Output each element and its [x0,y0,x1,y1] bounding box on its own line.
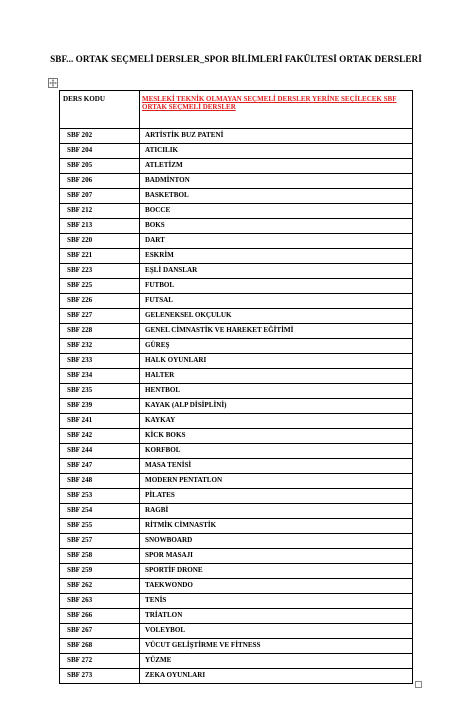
table-row [60,504,413,519]
course-name-cell: HALTER [140,369,413,384]
course-code-cell: SBF 221 [60,249,140,264]
move-icon [49,79,57,87]
table-row [60,144,413,159]
course-name-cell: BOKS [140,219,413,234]
page-title: SBF... ORTAK SEÇMELİ DERSLER_SPOR BİLİMLERİ FAKÜLTESİ ORTAK DERSLERİ [50,54,422,64]
table-row [60,654,413,669]
table-row [60,594,413,609]
course-name-cell: KİCK BOKS [140,429,413,444]
course-code-cell: SBF 213 [60,219,140,234]
table-row [60,519,413,534]
course-code-cell: SBF 267 [60,624,140,639]
header-course-description: MESLEKİ TEKNİK OLMAYAN SEÇMELİ DERSLER YERİNE SEÇİLECEK SBF ORTAK SEÇMELİ DERSLER [140,91,413,129]
course-name-cell: RAGBİ [140,504,413,519]
course-code-cell: SBF 206 [60,174,140,189]
course-code-cell: SBF 259 [60,564,140,579]
course-name-cell: ATICILIK [140,144,413,159]
course-code-cell: SBF 235 [60,384,140,399]
course-name-cell: VÜCUT GELİŞTİRME VE FİTNESS [140,639,413,654]
course-name-cell: VOLEYBOL [140,624,413,639]
course-code-cell: SBF 226 [60,294,140,309]
course-code-cell: SBF 232 [60,339,140,354]
course-code-cell: SBF 244 [60,444,140,459]
course-name-cell: DART [140,234,413,249]
table-row [60,309,413,324]
course-name-cell: SNOWBOARD [140,534,413,549]
course-name-cell: GELENEKSEL OKÇULUK [140,309,413,324]
table-row [60,339,413,354]
course-code-cell: SBF 247 [60,459,140,474]
table-row [60,234,413,249]
table-row [60,159,413,174]
course-code-cell: SBF 207 [60,189,140,204]
course-name-cell: KAYKAY [140,414,413,429]
course-name-cell: PİLATES [140,489,413,504]
course-name-cell: HENTBOL [140,384,413,399]
course-name-cell: FUTBOL [140,279,413,294]
table-row [60,174,413,189]
course-name-cell: FUTSAL [140,294,413,309]
course-name-cell: GÜREŞ [140,339,413,354]
course-code-cell: SBF 272 [60,654,140,669]
course-code-cell: SBF 273 [60,669,140,684]
courses-table [59,90,413,684]
table-row [60,129,413,144]
course-code-cell: SBF 202 [60,129,140,144]
course-name-cell: TENİS [140,594,413,609]
course-code-cell: SBF 225 [60,279,140,294]
course-code-cell: SBF 258 [60,549,140,564]
course-code-cell: SBF 223 [60,264,140,279]
course-name-cell: YÜZME [140,654,413,669]
table-row [60,429,413,444]
table-row [60,384,413,399]
course-code-cell: SBF 212 [60,204,140,219]
course-code-cell: SBF 248 [60,474,140,489]
course-code-cell: SBF 262 [60,579,140,594]
table-row [60,294,413,309]
course-code-cell: SBF 228 [60,324,140,339]
table-header-row [60,91,413,129]
table-resize-handle[interactable] [415,681,422,688]
table-row [60,534,413,549]
table-row [60,624,413,639]
course-name-cell: RİTMİK CİMNASTİK [140,519,413,534]
course-code-cell: SBF 254 [60,504,140,519]
table-row [60,204,413,219]
course-name-cell: BASKETBOL [140,189,413,204]
course-name-cell: HALK OYUNLARI [140,354,413,369]
course-code-cell: SBF 253 [60,489,140,504]
table-row [60,324,413,339]
course-code-cell: SBF 268 [60,639,140,654]
header-course-code: DERS KODU [60,91,140,129]
course-code-cell: SBF 257 [60,534,140,549]
course-name-cell: ESKRİM [140,249,413,264]
course-name-cell: SPORTİF DRONE [140,564,413,579]
course-name-cell: TAEKWONDO [140,579,413,594]
course-name-cell: KORFBOL [140,444,413,459]
course-name-cell: MODERN PENTATLON [140,474,413,489]
course-name-cell: SPOR MASAJI [140,549,413,564]
course-code-cell: SBF 227 [60,309,140,324]
course-code-cell: SBF 220 [60,234,140,249]
course-code-cell: SBF 233 [60,354,140,369]
course-name-cell: BADMİNTON [140,174,413,189]
course-code-cell: SBF 242 [60,429,140,444]
course-code-cell: SBF 266 [60,609,140,624]
table-move-handle[interactable] [48,78,58,88]
table-row [60,279,413,294]
course-code-cell: SBF 234 [60,369,140,384]
course-name-cell: KAYAK (ALP DİSİPLİNİ) [140,399,413,414]
course-code-cell: SBF 263 [60,594,140,609]
table-row [60,459,413,474]
course-name-cell: BOCCE [140,204,413,219]
table-row [60,354,413,369]
course-name-cell: MASA TENİSİ [140,459,413,474]
table-row [60,369,413,384]
table-row [60,219,413,234]
course-name-cell: ZEKA OYUNLARI [140,669,413,684]
table-row [60,189,413,204]
course-code-cell: SBF 205 [60,159,140,174]
table-row [60,249,413,264]
course-code-cell: SBF 241 [60,414,140,429]
course-name-cell: TRİATLON [140,609,413,624]
course-code-cell: SBF 255 [60,519,140,534]
course-name-cell: ATLETİZM [140,159,413,174]
course-name-cell: EŞLİ DANSLAR [140,264,413,279]
course-name-cell: GENEL CİMNASTİK VE HAREKET EĞİTİMİ [140,324,413,339]
table-row [60,399,413,414]
table-row [60,639,413,654]
table-row [60,579,413,594]
table-row [60,264,413,279]
table-row [60,564,413,579]
course-name-cell: ARTİSTİK BUZ PATENİ [140,129,413,144]
table-row [60,669,413,684]
table-row [60,414,413,429]
course-code-cell: SBF 239 [60,399,140,414]
table-row [60,489,413,504]
table-row [60,474,413,489]
table-row [60,549,413,564]
table-row [60,609,413,624]
table-row [60,444,413,459]
course-code-cell: SBF 204 [60,144,140,159]
